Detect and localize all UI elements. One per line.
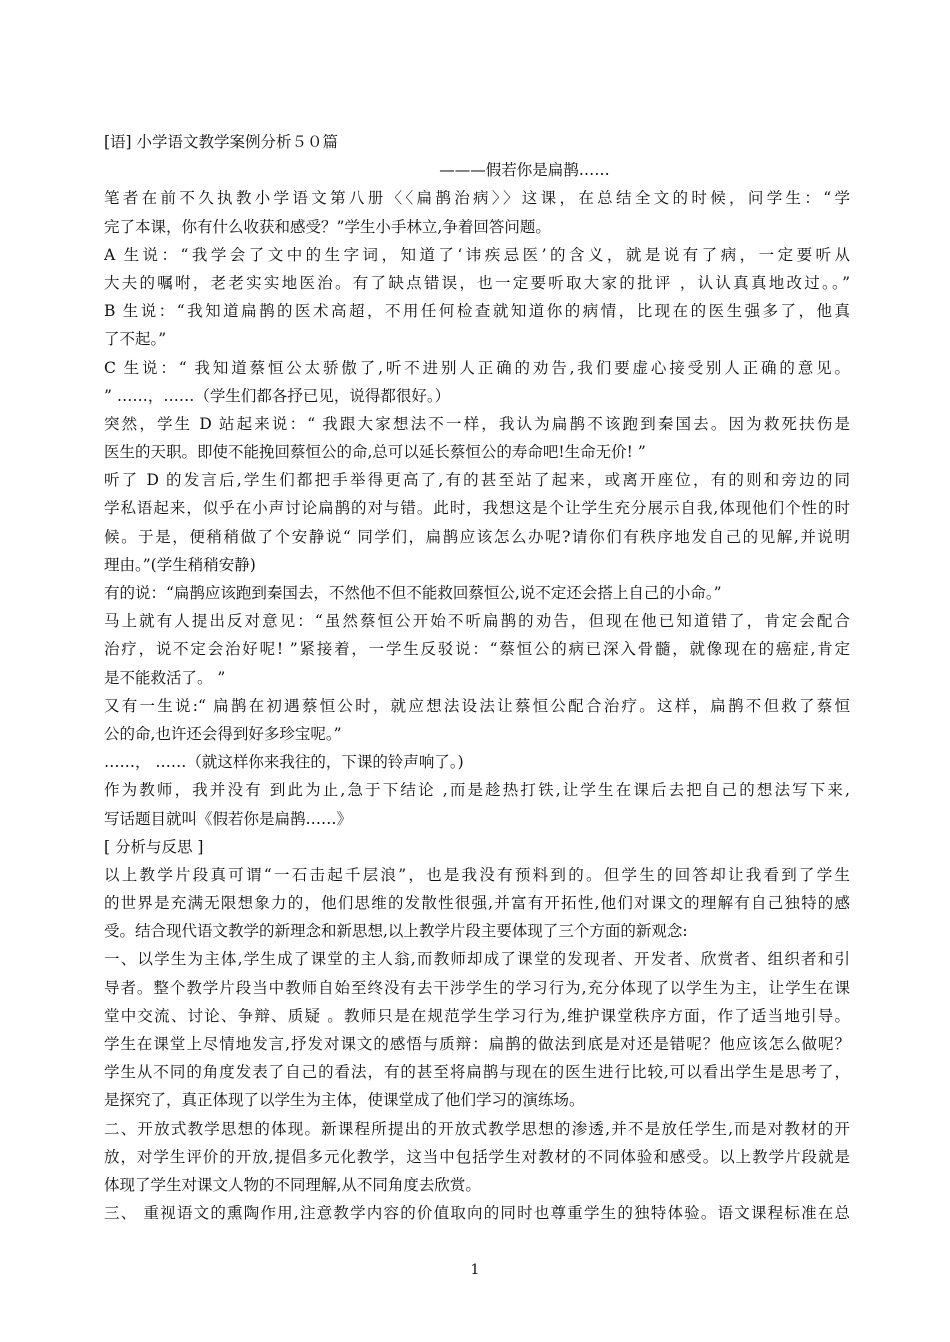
text-line: [ 分析与反思 ]: [104, 837, 204, 856]
text-line: 体现了学生对课文人物的不同理解,从不同角度去欣赏。: [104, 1175, 481, 1194]
text-line: 二、开放式教学思想的体现。新课程所提出的开放式教学思想的渗透,并不是放任学生,而是对教材的开: [104, 1119, 850, 1138]
text-line: 受。结合现代语文教学的新理念和新思想,以上教学片段主要体现了三个方面的新观念:: [104, 922, 688, 941]
text-line: 以上教学片段真可谓“一石击起千层浪”，也是我没有预料到的。但学生的回答却让我看到了学生: [104, 865, 850, 884]
document-body: [104, 128, 850, 1227]
text-line: 写话题目就叫《假若你是扁鹊……》: [104, 809, 353, 828]
text-line: ……， ……（就这样你来我往的，下课的铃声响了。): [104, 753, 464, 772]
text-line: 学生在课堂上尽情地发言,抒发对课文的感悟与质辩：扁鹊的做法到底是对还是错呢？他应该怎么做呢？: [104, 1035, 850, 1053]
text-line: 完了本课，你有什么收获和感受？”学生小手林立,争着回答问题。: [104, 217, 551, 236]
text-line: 公的命,也许还会得到好多珍宝呢。”: [104, 724, 342, 743]
text-line: 了不起。”: [104, 330, 167, 349]
text-line: 医生的天职。即使不能挽回蔡恒公的命,总可以延长蔡恒公的寿命吧!生命无价! ”: [104, 443, 646, 462]
text-line: 有的说：“扁鹊应该跑到秦国去，不然他不但不能救回蔡恒公,说不定还会搭上自己的小命。”: [104, 584, 722, 602]
text-line: 候。于是，便稍稍做了个安静说“ 同学们，扁鹊应该怎么办呢?请你们有秩序地发自己的见解,并说明: [104, 527, 850, 546]
text-line: 理由。”(学生稍稍安静): [104, 555, 256, 574]
text-line: 的世界是充满无限想象力的，他们思维的发散性很强,并富有开拓性,他们对课文的理解有自己独特的感: [104, 894, 850, 913]
text-line: 三、 重视语文的熏陶作用,注意教学内容的价值取向的同时也尊重学生的独特体验。语文课程标准在总: [104, 1204, 850, 1223]
text-line: 放，对学生评价的开放,提倡多元化教学，这当中包括学生对教材的不同体验和感受。以上教学片段就是: [104, 1147, 850, 1166]
text-line: 堂中交流、讨论、争辩、质疑 。教师只是在规范学生学习行为,维护课堂秩序方面，作了适当地引导。: [104, 1006, 850, 1025]
text-line: 马上就有人提出反对意见：“虽然蔡恒公开始不听扁鹊的劝告，但现在他已知道错了，肯定会配合: [104, 612, 850, 631]
text-line: 听了 D 的发言后,学生们都把手举得更高了,有的甚至站了起来，或离开座位，有的则和旁边的同: [104, 471, 850, 490]
text-line: ” ……，……（学生们都各抒已见，说得都很好。）: [104, 386, 451, 405]
document-subtitle: ———假若你是扁鹊……: [439, 161, 610, 180]
text-line: 是不能救活了。 ”: [104, 668, 226, 687]
text-line: B 生说：“我知道扁鹊的医术高超，不用任何检查就知道你的病情，比现在的医生强多了，他真: [104, 302, 850, 321]
text-line: 大夫的嘱咐，老老实实地医治。有了缺点错误，也一定要听取大家的批评 ，认认真真地改过。。”: [104, 273, 850, 292]
text-line: 学生从不同的角度发表了自己的看法，有的甚至将扁鹊与现在的医生进行比较,可以看出学生是思考了，: [104, 1063, 850, 1082]
text-line: 突然，学生 D 站起来说：“ 我跟大家想法不一样，我认为扁鹊不该跑到秦国去。因为救死扶伤是: [104, 414, 850, 433]
text-line: 一、以学生为主体,学生成了课堂的主人翁,而教师却成了课堂的发现者、开发者、欣赏者、组织者和引: [104, 950, 850, 969]
page-number: 1: [470, 1262, 480, 1278]
text-line: 治疗，说不定会治好呢! ”紧接着，一学生反驳说：“蔡恒公的病已深入骨髓，就像现在的癌症,肯定: [104, 640, 850, 659]
paragraph-lines: [104, 184, 850, 1227]
text-line: C 生说：“ 我知道蔡恒公太骄傲了,听不进别人正确的劝告,我们要虚心接受别人正确的意见。: [104, 358, 850, 377]
text-line: 学私语起来，似乎在小声讨论扁鹊的对与错。此时，我想这是个让学生充分展示自我,体现他们个性的时: [104, 499, 850, 518]
document-title: [语] 小学语文教学案例分析５０篇: [104, 133, 339, 151]
text-line: 作为教师，我并没有 到此为止,急于下结论 ,而是趁热打铁,让学生在课后去把自己的想法写下来,: [104, 781, 850, 800]
text-line: 笔者在前不久执教小学语文第八册〈〈扁鹊治病〉〉这课，在总结全文的时候，问学生：“学: [104, 189, 850, 208]
text-line: 又有一生说:“ 扁鹊在初遇蔡恒公时，就应想法设法让蔡恒公配合治疗。这样，扁鹊不但救了蔡恒: [104, 696, 850, 715]
text-line: A 生说：“我学会了文中的生字词，知道了‘讳疾忌医’的含义，就是说有了病，一定要听从: [104, 245, 850, 264]
text-line: 是探究了，真正体现了以学生为主体，使课堂成了他们学习的演练场。: [104, 1091, 585, 1110]
text-line: 导者。整个教学片段当中教师自始至终没有去干涉学生的学习行为,充分体现了以学生为主，让学生在课: [104, 978, 850, 997]
